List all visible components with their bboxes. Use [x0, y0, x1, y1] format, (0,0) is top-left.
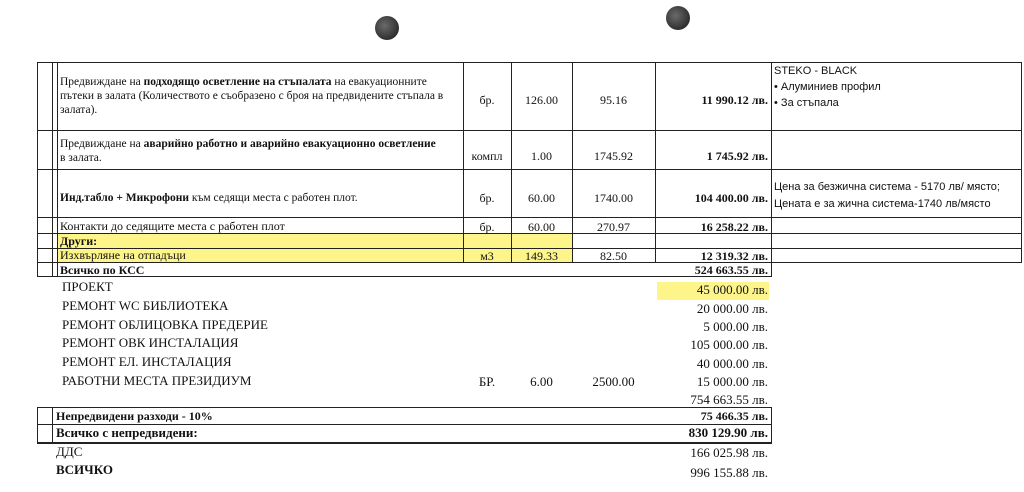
row-1-note-bullet-1: • Алуминиев профил — [774, 81, 881, 93]
extra-amount-1: 45 000.00 лв. — [696, 282, 768, 297]
extra-amount-3: 5 000.00 лв. — [703, 319, 768, 334]
row-4-total: 16 258.22 лв. — [700, 220, 768, 234]
row-6-description: Изхвърляне на отпадъци — [60, 248, 186, 262]
row-1-unit-price: 95.16 — [600, 93, 627, 107]
extra-label-6: РАБОТНИ МЕСТА ПРЕЗИДИУМ — [62, 373, 252, 388]
row-1-note-bullet-2: • За стъпала — [774, 97, 839, 109]
row-3-note-line-2: Цената е за жична система-1740 лв/място — [774, 198, 991, 210]
grand-total-amount: 996 155.88 лв. — [690, 465, 768, 480]
row-2-unit: компл — [471, 149, 503, 163]
row-3-unit: бр. — [479, 191, 495, 205]
row-1-description: Предвиждане на подходящо осветление на стъпалата на евакуационните пътеки в залата (Количеството е съобразено с броя на предвидените стъпала в залата). — [60, 76, 444, 116]
row-1-total: 11 990.12 лв. — [701, 93, 768, 107]
unforeseen-amount: 75 466.35 лв. — [700, 409, 768, 423]
row-3-unit-price: 1740.00 — [594, 191, 633, 205]
row-1-note-title: STEKO - BLACK — [774, 65, 858, 77]
row-2-quantity: 1.00 — [531, 149, 552, 163]
vat-amount: 166 025.98 лв. — [690, 445, 768, 460]
extra-6-unit: БР. — [478, 374, 496, 389]
row-3-description: Инд.табло + Микрофони към седящи места с работен плот. — [60, 192, 358, 204]
kss-total-amount: 524 663.55 лв. — [694, 263, 768, 277]
row-2-unit-price: 1745.92 — [594, 149, 633, 163]
row-2-description: Предвиждане на аварийно работно и аварийно евакуационно осветление в залата. — [60, 138, 436, 164]
row-4-unit: бр. — [479, 220, 495, 234]
row-6-total: 12 319.32 лв. — [700, 249, 768, 263]
extra-amount-4: 105 000.00 лв. — [690, 337, 768, 352]
extra-6-quantity: 6.00 — [530, 374, 553, 389]
grand-total-label: ВСИЧКО — [56, 462, 113, 477]
extras-subtotal: 754 663.55 лв. — [690, 392, 768, 407]
row-1-quantity: 126.00 — [525, 93, 558, 107]
extra-label-5: РЕМОНТ ЕЛ. ИНСТАЛАЦИЯ — [62, 354, 232, 369]
vat-label: ДДС — [56, 444, 83, 459]
row-4-description: Контакти до седящите места с работен плот — [60, 219, 285, 233]
extra-6-unit-price: 2500.00 — [592, 374, 635, 389]
kss-total-label: Всичко по КСС — [60, 263, 145, 277]
row-3-total: 104 400.00 лв. — [694, 191, 768, 205]
punch-hole-left — [375, 16, 399, 40]
row-4-unit-price: 270.97 — [597, 220, 630, 234]
extra-label-2: РЕМОНТ WC БИБЛИОТЕКА — [62, 298, 229, 313]
row-1-unit: бр. — [479, 93, 495, 107]
row-6-unit-price: 82.50 — [600, 249, 627, 263]
row-6-quantity: 149.33 — [525, 249, 558, 263]
extra-label-1: ПРОЕКТ — [62, 279, 113, 294]
row-other-heading: Други: — [60, 234, 98, 248]
extra-amount-6: 15 000.00 лв. — [696, 374, 768, 389]
row-3-quantity: 60.00 — [528, 191, 555, 205]
row-2-total: 1 745.92 лв. — [706, 149, 768, 163]
with-unforeseen-label: Всичко с непредвидени: — [56, 425, 198, 440]
row-3-note-line-1: Цена за безжична система - 5170 лв/ място; — [774, 181, 1000, 193]
punch-hole-right — [666, 6, 690, 30]
extra-label-4: РЕМОНТ ОВК ИНСТАЛАЦИЯ — [62, 335, 239, 350]
with-unforeseen-amount: 830 129.90 лв. — [688, 425, 768, 440]
extra-amount-5: 40 000.00 лв. — [696, 356, 768, 371]
extra-label-3: РЕМОНТ ОБЛИЦОВКА ПРЕДЕРИЕ — [62, 317, 268, 332]
extra-amount-2: 20 000.00 лв. — [696, 301, 768, 316]
row-6-unit: м3 — [480, 249, 494, 263]
unforeseen-label: Непредвидени разходи - 10% — [56, 409, 213, 423]
row-4-quantity: 60.00 — [528, 220, 555, 234]
